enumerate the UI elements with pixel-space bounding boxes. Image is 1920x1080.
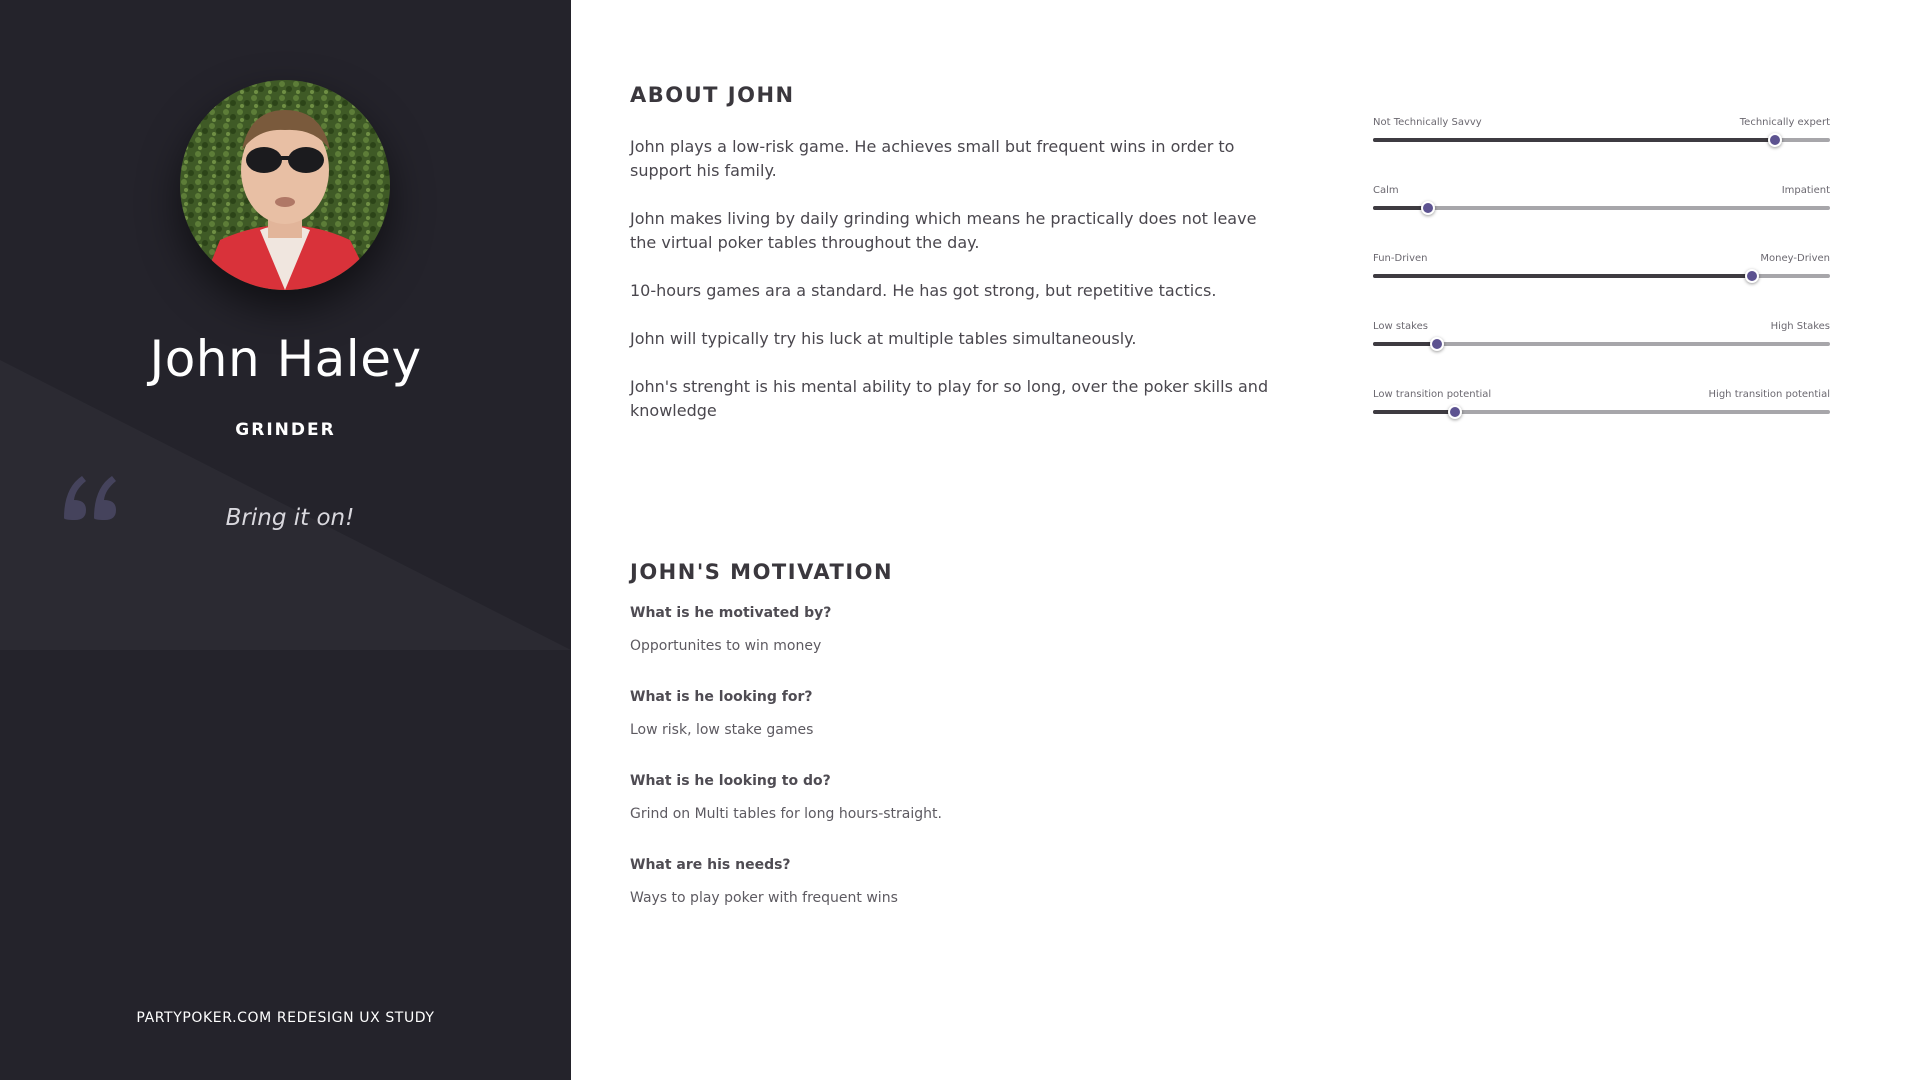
slider-track[interactable] (1373, 206, 1830, 210)
slider-handle[interactable] (1430, 337, 1444, 351)
motivation-list (630, 605, 1270, 941)
slider-fill (1373, 410, 1455, 414)
about-paragraph: John will typically try his luck at multiple tables simultaneously. (630, 329, 1137, 348)
trait-slider (1373, 253, 1830, 321)
slider-track[interactable] (1373, 410, 1830, 414)
slider-track[interactable] (1373, 138, 1830, 142)
trait-slider (1373, 321, 1830, 389)
motivation-item (630, 857, 1270, 941)
quotation-mark-icon (60, 468, 120, 528)
person-photo-icon (180, 80, 390, 290)
trait-left-label: Not Technically Savvy (1373, 117, 1482, 128)
about-paragraph: John's strenght is his mental ability to play for so long, over the poker skills and knowledge (630, 377, 1269, 420)
slider-fill (1373, 342, 1437, 346)
motivation-answer: Low risk, low stake games (630, 722, 814, 738)
trait-sliders (1373, 117, 1830, 457)
trait-right-label: Technically expert (1739, 117, 1830, 128)
motivation-answer: Ways to play poker with frequent wins (630, 890, 898, 906)
about-title: ABOUT JOHN (630, 83, 795, 107)
motivation-answer: Opportunites to win money (630, 638, 822, 654)
motivation-item (630, 689, 1270, 773)
avatar (180, 80, 390, 290)
trait-left-label: Calm (1373, 185, 1399, 196)
profile-sidebar (0, 0, 571, 1080)
slider-track[interactable] (1373, 342, 1830, 346)
slider-fill (1373, 138, 1775, 142)
slider-fill (1373, 206, 1428, 210)
motivation-question: What is he looking to do? (630, 773, 831, 789)
about-body (630, 135, 1270, 447)
trait-left-label: Low transition potential (1373, 389, 1492, 400)
persona-name: John Haley (149, 330, 422, 388)
motivation-question: What is he motivated by? (630, 605, 832, 621)
persona-role: GRINDER (235, 420, 336, 440)
about-paragraph: 10-hours games ara a standard. He has got strong, but repetitive tactics. (630, 281, 1217, 300)
trait-slider (1373, 117, 1830, 185)
persona-quote: Bring it on! (225, 505, 355, 531)
about-paragraph: John makes living by daily grinding which means he practically does not leave the virtual poker tables throughout the day. (630, 209, 1257, 252)
about-paragraph: John plays a low-risk game. He achieves small but frequent wins in order to support his family. (630, 137, 1235, 180)
trait-right-label: Impatient (1781, 185, 1830, 196)
slider-track[interactable] (1373, 274, 1830, 278)
motivation-answer: Grind on Multi tables for long hours-straight. (630, 806, 942, 822)
slider-handle[interactable] (1448, 405, 1462, 419)
trait-right-label: High Stakes (1770, 321, 1830, 332)
trait-left-label: Fun-Driven (1373, 253, 1428, 264)
motivation-question: What are his needs? (630, 857, 791, 873)
trait-slider (1373, 389, 1830, 457)
motivation-item (630, 605, 1270, 689)
slider-handle[interactable] (1421, 201, 1435, 215)
trait-slider (1373, 185, 1830, 253)
footer-caption: PARTYPOKER.COM REDESIGN UX STUDY (136, 1010, 435, 1026)
trait-right-label: High transition potential (1708, 389, 1830, 400)
trait-left-label: Low stakes (1373, 321, 1428, 332)
motivation-title: JOHN'S MOTIVATION (630, 560, 894, 584)
slider-handle[interactable] (1745, 269, 1759, 283)
slider-fill (1373, 274, 1752, 278)
motivation-question: What is he looking for? (630, 689, 813, 705)
slider-handle[interactable] (1768, 133, 1782, 147)
trait-right-label: Money-Driven (1760, 253, 1830, 264)
motivation-item (630, 773, 1270, 857)
